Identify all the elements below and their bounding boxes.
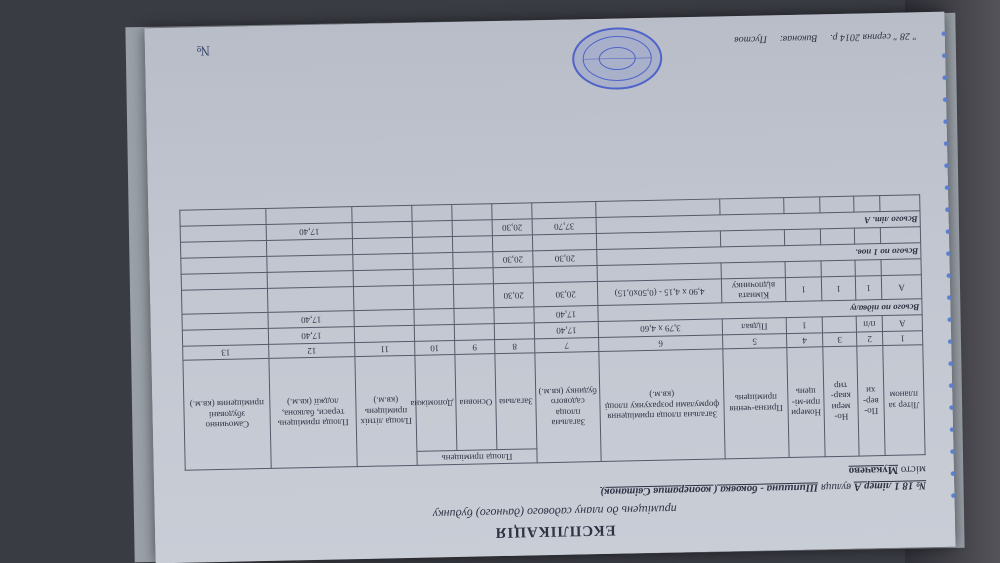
address-number: № 18 1 літер А xyxy=(853,479,927,493)
document-subtitle: приміщень до плану садового (дачного) будинку xyxy=(432,502,677,522)
footer-executor-name: Пустов xyxy=(734,33,768,46)
city-label: місто xyxy=(900,463,927,476)
cell xyxy=(181,289,267,314)
cell: 20,30 xyxy=(493,283,533,308)
index-cell: 3 xyxy=(823,332,857,347)
total-label: Всього по підвалу xyxy=(598,299,922,322)
cell xyxy=(267,287,353,312)
header-auxiliary: Допоміжна xyxy=(415,355,457,452)
header-main: Основна xyxy=(455,354,497,451)
cell: А xyxy=(881,275,921,300)
document-paper xyxy=(144,12,955,563)
street-value: Шипшина - боковка ( кооператив Світанок) xyxy=(600,481,819,498)
cell xyxy=(354,325,414,342)
total-label: Всього літ. А xyxy=(596,211,920,234)
footer-date: " 28 " серпня 2014 р. xyxy=(829,30,917,44)
cell: 17,40 xyxy=(268,327,354,345)
total-cell xyxy=(454,308,494,325)
header-general: Загальна xyxy=(495,353,537,450)
cell: 1 xyxy=(855,276,881,300)
cell: 4,90 х 4,15 - (0,50х0,15) xyxy=(597,279,721,305)
total-cell: 17,40 xyxy=(534,306,598,323)
total-cell xyxy=(414,309,454,326)
cell xyxy=(353,286,413,311)
explication-table xyxy=(179,195,925,471)
document-title: ЕКСПЛІКАЦІЯ xyxy=(494,521,616,541)
cell: Кімната відпочинку xyxy=(721,278,785,303)
total-cell xyxy=(412,221,452,238)
index-cell: 12 xyxy=(269,343,355,359)
total-cell: 20,30 xyxy=(533,250,597,267)
header-floors: По-вер-хи xyxy=(857,346,885,457)
total-cell xyxy=(181,257,267,275)
cell: п/п xyxy=(856,316,882,333)
index-cell: 10 xyxy=(415,341,455,356)
cell xyxy=(494,323,534,340)
header-area-group: Площа приміщень xyxy=(417,449,537,466)
footer-executor-label: Виконав: xyxy=(779,32,818,45)
header-liter: Літер за планом xyxy=(883,345,925,456)
cell xyxy=(182,328,268,346)
footer-line xyxy=(724,30,917,45)
round-stamp xyxy=(569,25,666,93)
cell xyxy=(822,316,856,333)
cell: 1 xyxy=(786,317,822,334)
total-cell xyxy=(267,255,353,273)
cell: 20,30 xyxy=(533,282,597,307)
cell xyxy=(414,325,454,342)
header-apartments: Но-мери квар-тир xyxy=(823,346,859,457)
total-cell: 20,30 xyxy=(493,251,533,268)
city-line xyxy=(849,463,926,477)
total-label: Всього по 1 пов. xyxy=(597,243,921,266)
document-stage xyxy=(144,12,955,563)
signature: № xyxy=(196,42,211,58)
total-cell: 20,30 xyxy=(492,219,532,236)
total-cell xyxy=(494,307,534,324)
total-cell xyxy=(452,220,492,237)
index-cell: 13 xyxy=(183,344,269,360)
index-cell: 8 xyxy=(495,339,535,354)
cell xyxy=(453,284,493,309)
index-cell: 6 xyxy=(599,335,723,352)
header-terrace: Площа приміщень тераси, балкона, лоджії (кв.м.) xyxy=(269,357,357,469)
total-cell xyxy=(354,309,414,326)
total-cell xyxy=(453,252,493,269)
total-cell: 37,70 xyxy=(532,218,596,235)
total-cell xyxy=(352,222,412,239)
total-cell: 17,40 xyxy=(268,311,354,329)
index-cell: 11 xyxy=(355,341,415,356)
cell: 17,40 xyxy=(534,321,598,338)
total-cell xyxy=(353,254,413,271)
total-cell xyxy=(180,225,266,243)
header-room-numbers: Номери при-мі-щень xyxy=(787,347,825,458)
total-cell xyxy=(413,253,453,270)
index-cell: 2 xyxy=(857,332,883,347)
cell: Підвал xyxy=(722,318,786,335)
index-cell: 7 xyxy=(535,337,599,352)
city-value: Мукачево xyxy=(848,463,899,477)
header-summer: Площа літніх приміщень (кв.м.) xyxy=(355,355,417,466)
header-total-area: Загальна площа садового будинку (кв.м.) xyxy=(535,351,601,462)
street-label: вулиця xyxy=(820,480,852,494)
index-cell: 5 xyxy=(723,334,787,349)
index-cell: 4 xyxy=(787,333,823,348)
cell: 1 xyxy=(785,277,821,301)
total-cell: 17,40 xyxy=(266,223,352,241)
index-cell: 1 xyxy=(882,331,922,346)
cell xyxy=(413,285,453,310)
header-unauthorized: Самочинно збудовані приміщення (кв.м.) xyxy=(183,358,271,470)
cell: 1 xyxy=(821,276,855,300)
index-cell: 9 xyxy=(455,340,495,355)
header-purpose: Призна-чення приміщень xyxy=(723,348,789,459)
cell: А xyxy=(882,315,922,332)
total-cell xyxy=(182,312,268,330)
header-formula: Загальна площа приміщення формулами розрахунку площі (кв.м.) xyxy=(599,349,725,462)
cell: 3,79 х 4,60 xyxy=(598,319,722,338)
cell xyxy=(454,324,494,341)
address-line xyxy=(600,479,926,498)
